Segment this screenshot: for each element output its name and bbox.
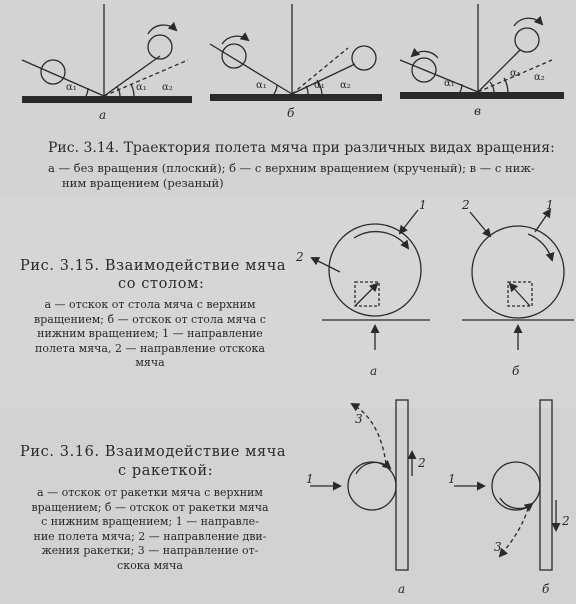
fig315-title-line1: Рис. 3.15. Взаимодействие мяча bbox=[20, 258, 287, 274]
ball-incoming bbox=[41, 60, 65, 84]
spin-arrow bbox=[222, 36, 248, 44]
fig316-b-num2: 2 bbox=[562, 514, 570, 528]
ball bbox=[348, 462, 396, 510]
angle-arc-1 bbox=[274, 85, 277, 94]
fig316-desc-line: вращением; б — отскок от ракетки мяча bbox=[31, 500, 269, 514]
fig314-caption: Рис. 3.14. Траектория полета мяча при различных видах вращения: bbox=[48, 140, 555, 156]
spin-arrow bbox=[148, 25, 176, 34]
fig315-desc-line: вращением; б — отскок от стола мяча с bbox=[34, 312, 266, 326]
fig314-panel-label-a: а bbox=[99, 108, 107, 122]
fig315-title-line2: со столом: bbox=[118, 276, 205, 292]
angle-label-c1: α₁ bbox=[444, 78, 455, 89]
angle-label-c2: α₂ bbox=[534, 72, 545, 83]
racket bbox=[396, 400, 408, 570]
angle-arc-3 bbox=[131, 84, 134, 96]
fig315-description bbox=[14, 298, 286, 371]
fig316-title-line1: Рис. 3.16. Взаимодействие мяча bbox=[20, 444, 287, 460]
angle-label-b1: α₁ bbox=[256, 80, 267, 91]
spin-arrow-out bbox=[514, 18, 542, 26]
fig315-panel-label-b: б bbox=[512, 364, 520, 378]
fig315-panel-a bbox=[312, 210, 430, 350]
spin-arrow bbox=[354, 232, 408, 248]
table-surface bbox=[22, 96, 192, 103]
fig316-title-line2: с ракеткой: bbox=[118, 463, 214, 479]
force-diagonal bbox=[510, 284, 530, 306]
angle-label-a1: α₁ bbox=[66, 82, 77, 93]
fig316-desc-line: а — отскок от ракетки мяча с верхним bbox=[37, 486, 263, 499]
incoming-arrow bbox=[470, 212, 490, 236]
fig315-a-num1: 1 bbox=[419, 198, 427, 212]
force-diagonal bbox=[355, 284, 377, 306]
rebound-arrow bbox=[535, 210, 550, 232]
incoming-trajectory bbox=[210, 44, 292, 94]
fig314-desc-line2: ним вращением (резаный) bbox=[62, 176, 224, 190]
angle-label-a1b: α₁ bbox=[136, 82, 147, 93]
fig316-panel-label-a: а bbox=[398, 582, 406, 596]
fig315-a-num2: 2 bbox=[296, 250, 304, 264]
angle-arc-2 bbox=[490, 82, 494, 92]
fig316-b-num3: 3 bbox=[494, 540, 502, 554]
fig314-panel-label-b: б bbox=[287, 106, 295, 120]
fig315-desc-line: а — отскок от стола мяча с верхним bbox=[44, 298, 256, 311]
fig316-panel-label-b: б bbox=[542, 582, 550, 596]
ball bbox=[472, 226, 564, 318]
fig316-description bbox=[14, 486, 286, 574]
ball bbox=[492, 462, 540, 510]
angle-label-b1b: α₁ bbox=[314, 80, 325, 91]
angle-label-a2: α₂ bbox=[162, 82, 173, 93]
angle-arc-2 bbox=[117, 87, 120, 96]
racket bbox=[540, 400, 552, 570]
angle-label-c1b: α₁ bbox=[510, 68, 521, 79]
fig315-desc-line: мяча bbox=[135, 356, 165, 370]
rebound-arrow bbox=[500, 508, 528, 556]
table-surface bbox=[210, 94, 382, 101]
fig314-panel-b bbox=[210, 4, 382, 101]
rebound-arrow bbox=[312, 258, 340, 272]
fig316-desc-line: ние полета мяча; 2 — направление дви- bbox=[33, 529, 267, 543]
fig315-b-num2: 2 bbox=[462, 198, 470, 212]
ball-outgoing bbox=[515, 28, 539, 52]
fig315-b-num1: 1 bbox=[546, 198, 554, 212]
fig316-a-num3: 3 bbox=[355, 412, 363, 426]
fig316-b-num1: 1 bbox=[448, 472, 456, 486]
fig314-desc-line1: а — без вращения (плоский); б — с верхним вращением (крученый); в — с ниж- bbox=[48, 161, 535, 175]
ball bbox=[329, 224, 421, 316]
fig316-a-num2: 2 bbox=[418, 456, 426, 470]
fig316-desc-line: скока мяча bbox=[117, 558, 183, 572]
fig316-desc-line: с нижним вращением; 1 — направле- bbox=[41, 515, 259, 529]
fig315-panel-label-a: а bbox=[370, 364, 378, 378]
fig315-desc-line: полета мяча, 2 — направление отскока bbox=[35, 341, 265, 355]
fig314-panel-label-c: в bbox=[474, 104, 481, 118]
table-surface bbox=[400, 92, 564, 99]
angle-label-b2: α₂ bbox=[340, 80, 351, 91]
fig315-panel-b bbox=[462, 210, 574, 350]
fig316-panel-b bbox=[454, 400, 556, 570]
fig316-a-num1: 1 bbox=[306, 472, 314, 486]
incoming-arrow bbox=[400, 210, 418, 233]
spin-arrow bbox=[412, 51, 438, 58]
ball-outgoing bbox=[352, 46, 376, 70]
incoming-trajectory bbox=[400, 60, 478, 92]
fig316-desc-line: жения ракетки; 3 — направление от- bbox=[41, 544, 259, 558]
fig315-desc-line: нижним вращением; 1 — направление bbox=[37, 327, 263, 341]
ball-outgoing bbox=[148, 35, 172, 59]
